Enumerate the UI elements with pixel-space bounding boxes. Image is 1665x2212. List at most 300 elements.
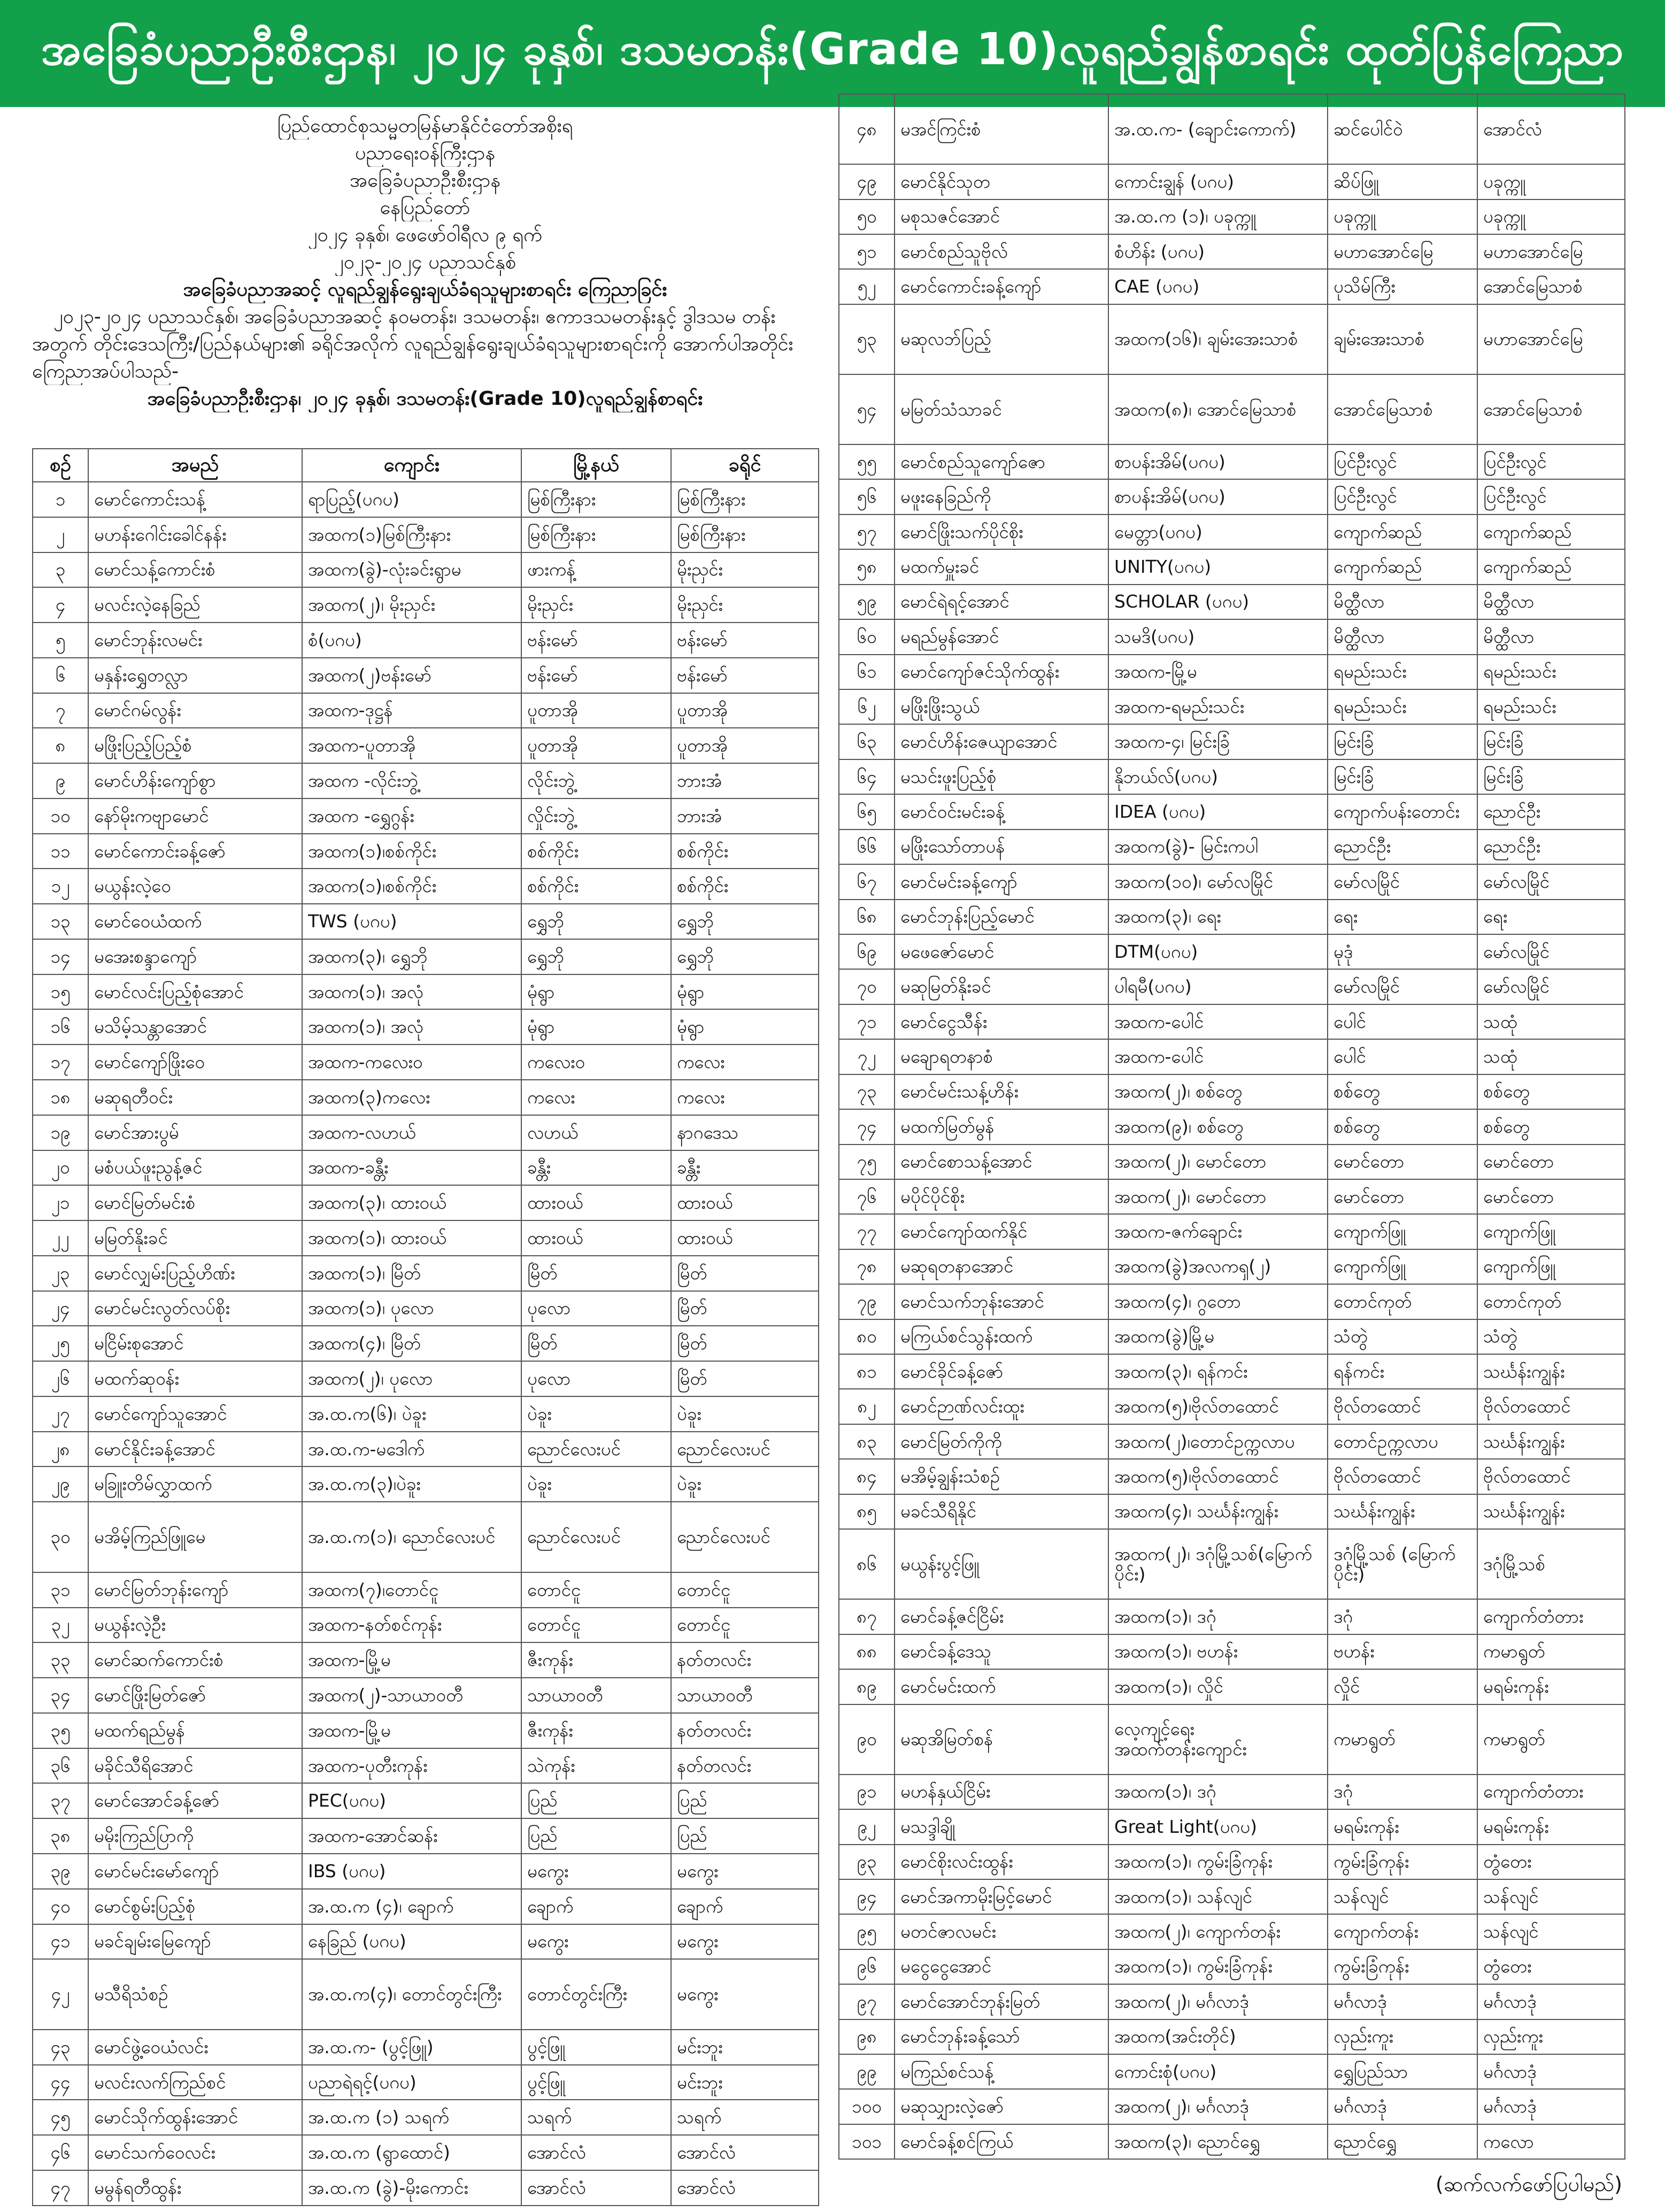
district-name: မောင်တော bbox=[1477, 1145, 1625, 1179]
township-name: ရွှေဘို bbox=[521, 904, 671, 939]
district-name: စစ်တွေ bbox=[1477, 1109, 1625, 1144]
school-name: အထက(၃)၊ ရေး bbox=[1108, 900, 1328, 934]
row-number: ၄၀ bbox=[33, 1889, 88, 1924]
school-name: PEC(ပဂပ) bbox=[302, 1783, 521, 1818]
district-name: ကျောက်ဖြူ bbox=[1477, 1214, 1625, 1249]
table-row bbox=[839, 1879, 1625, 1914]
township-name: ပဲခူး bbox=[521, 1396, 671, 1432]
school-name: အထက(၂)၊ မင်္ဂလာဒုံ bbox=[1108, 1984, 1328, 2019]
table-row bbox=[33, 1748, 819, 1784]
row-number: ၄၅ bbox=[33, 2100, 88, 2135]
school-name: အထက-ပူတာအို bbox=[302, 728, 521, 763]
district-name: သင်္ဃန်းကျွန်း bbox=[1477, 1424, 1625, 1459]
district-name: မိုးညှင်း bbox=[671, 552, 819, 588]
student-name: မစုသဇင်အောင် bbox=[895, 199, 1108, 234]
township-name: မြစ်ကြီးနား bbox=[521, 482, 671, 517]
student-name: မောင်စောသန့်အောင် bbox=[895, 1145, 1108, 1179]
school-name: အထက(၁)၊ ပုလော bbox=[302, 1291, 521, 1326]
student-name: မအင်ကြင်းစံ bbox=[895, 94, 1108, 164]
school-name: အထက(၄)၊ ဂွတော bbox=[1108, 1284, 1328, 1319]
township-name: ကျောက်ဖြူ bbox=[1328, 1214, 1477, 1249]
township-name: ပုသိမ်ကြီး bbox=[1328, 269, 1477, 304]
district-name: ရမည်းသင်း bbox=[1477, 655, 1625, 689]
student-name: မောင်ကျော်ထက်နိုင် bbox=[895, 1214, 1108, 1249]
school-name: အ.ထ.က(၆)၊ ပဲခူး bbox=[302, 1396, 521, 1432]
table-row bbox=[33, 1466, 819, 1502]
school-name: အထက(၅)၊ဗိုလ်တထောင် bbox=[1108, 1389, 1328, 1424]
township-name: ပေါင် bbox=[1328, 1039, 1477, 1074]
student-name: မထက်မှူးခင် bbox=[895, 549, 1108, 584]
student-name: မောင်မင်းလွတ်လပ်စိုး bbox=[88, 1291, 302, 1326]
student-name: မထက်ဆုဝန်း bbox=[88, 1361, 302, 1396]
district-name: မကွေး bbox=[671, 1854, 819, 1889]
district-name: မောင်တော bbox=[1477, 1179, 1625, 1214]
school-name: အထက(၁)၊ သန်လျင် bbox=[1108, 1879, 1328, 1914]
student-name: မတင်ဇာလမင်း bbox=[895, 1914, 1108, 1949]
row-number: ၇၆ bbox=[839, 1179, 895, 1214]
township-name: ကျောက်တန်း bbox=[1328, 1914, 1477, 1949]
township-name: တောင်ငူ bbox=[521, 1572, 671, 1608]
table-row bbox=[33, 1009, 819, 1044]
township-name: ဗဟန်း bbox=[1328, 1634, 1477, 1669]
district-name: ပြည် bbox=[671, 1783, 819, 1818]
township-name: လိုင်းဘွဲ့ bbox=[521, 763, 671, 798]
district-name: ချောက် bbox=[671, 1889, 819, 1924]
row-number: ၃၃ bbox=[33, 1642, 88, 1678]
district-name: ကျောက်တံတား bbox=[1477, 1775, 1625, 1809]
student-name: မောင်မင်းမော်ကျော် bbox=[88, 1854, 302, 1889]
right-table-body bbox=[839, 94, 1625, 2159]
district-name: လှည်းကူး bbox=[1477, 2019, 1625, 2054]
school-name: အ.ထ.က-မဒေါက် bbox=[302, 1432, 521, 1467]
district-name: မင်္ဂလာဒုံ bbox=[1477, 1984, 1625, 2019]
student-name: မောင်ဉာဏ်လင်းထူး bbox=[895, 1389, 1108, 1424]
school-name: အထက-ဇက်ချောင်း bbox=[1108, 1214, 1328, 1249]
intro-government: ပြည်ထောင်စုသမ္မတမြန်မာနိုင်ငံတော်အစိုးရ bbox=[277, 115, 573, 137]
table-row bbox=[839, 619, 1625, 654]
township-name: ကမာရွတ် bbox=[1328, 1704, 1477, 1775]
township-name: ချောက် bbox=[521, 1889, 671, 1924]
row-number: ၇၁ bbox=[839, 1004, 895, 1039]
intro-department: အခြေခံပညာဦးစီးဌာန bbox=[350, 170, 500, 191]
student-name: မမိုးကြည်ပြာကို bbox=[88, 1818, 302, 1854]
township-name: မင်္ဂလာဒုံ bbox=[1328, 1984, 1477, 2019]
table-row bbox=[33, 2100, 819, 2135]
district-name: စစ်ကိုင်း bbox=[671, 834, 819, 869]
school-name: အထက(၁)၊ ထားဝယ် bbox=[302, 1220, 521, 1256]
intro-heading: အခြေခံပညာအဆင့် လူရည်ချွန်ရွေးချယ်ခံရသူများစာရင်း ကြေညာခြင်း bbox=[183, 279, 667, 301]
township-name: ပူတာအို bbox=[521, 728, 671, 763]
township-name: သာယာဝတီ bbox=[521, 1678, 671, 1713]
district-name: မကွေး bbox=[671, 1959, 819, 2030]
student-name: မောင်မြတ်ဘုန်းကျော် bbox=[88, 1572, 302, 1608]
township-name: မရမ်းကုန်း bbox=[1328, 1809, 1477, 1844]
row-number: ၃ bbox=[33, 552, 88, 588]
row-number: ၅၇ bbox=[839, 514, 895, 549]
township-name: ပြင်ဦးလွင် bbox=[1328, 479, 1477, 514]
school-name: အ.ထ.က- (ချောင်းကောက်) bbox=[1108, 94, 1328, 164]
school-name: CAE (ပဂပ) bbox=[1108, 269, 1328, 304]
district-name: မုံရွာ bbox=[671, 1009, 819, 1044]
district-name: စစ်တွေ bbox=[1477, 1074, 1625, 1109]
township-name: ကျောက်ပန်းတောင်း bbox=[1328, 794, 1477, 829]
school-name: နေခြည် (ပဂပ) bbox=[302, 1924, 521, 1960]
table-row bbox=[33, 1854, 819, 1889]
district-name: နတ်တလင်း bbox=[671, 1642, 819, 1678]
school-name: အထက-၄၊ မြင်းခြံ bbox=[1108, 724, 1328, 759]
table-row bbox=[33, 2030, 819, 2065]
township-name: ဒဂုံ bbox=[1328, 1599, 1477, 1634]
student-name: မယွန်းလဲ့ဦး bbox=[88, 1608, 302, 1643]
school-name: အ.ထ.က (၁)၊ ပခုက္ကူ bbox=[1108, 199, 1328, 234]
row-number: ၂၀ bbox=[33, 1150, 88, 1186]
township-name: ပခုက္ကူ bbox=[1328, 199, 1477, 234]
school-name: IBS (ပဂပ) bbox=[302, 1854, 521, 1889]
district-name: ပြင်ဦးလွင် bbox=[1477, 479, 1625, 514]
table-row bbox=[839, 1599, 1625, 1634]
student-name: မောင်ကောင်းသန့် bbox=[88, 482, 302, 517]
row-number: ၈၅ bbox=[839, 1494, 895, 1529]
table-row bbox=[839, 794, 1625, 829]
township-name: မြိတ် bbox=[521, 1326, 671, 1361]
township-name: မဟာအောင်မြေ bbox=[1328, 234, 1477, 269]
student-name: မသီရိသံစဉ် bbox=[88, 1959, 302, 2030]
student-name: မောင်မင်းခန့်ကျော် bbox=[895, 864, 1108, 899]
row-number: ၁၇ bbox=[33, 1044, 88, 1080]
school-name: စာပန်းအိမ်(ပဂပ) bbox=[1108, 444, 1328, 479]
row-number: ၄၃ bbox=[33, 2030, 88, 2065]
row-number: ၆၆ bbox=[839, 830, 895, 864]
row-number: ၈၉ bbox=[839, 1669, 895, 1704]
student-name: မထက်မြတ်မွန် bbox=[895, 1109, 1108, 1144]
table-row bbox=[33, 1432, 819, 1467]
table-row bbox=[839, 304, 1625, 374]
district-name: မဟာအောင်မြေ bbox=[1477, 304, 1625, 374]
student-name: မောင်ဘုန်းလမင်း bbox=[88, 623, 302, 658]
row-number: ၁၃ bbox=[33, 904, 88, 939]
table-row bbox=[839, 1319, 1625, 1354]
school-name: အထက(၁၆)၊ ချမ်းအေးသာစံ bbox=[1108, 304, 1328, 374]
table-row bbox=[33, 517, 819, 552]
township-name: ချမ်းအေးသာစံ bbox=[1328, 304, 1477, 374]
district-name: မကွေး bbox=[671, 1924, 819, 1960]
row-number: ၃၉ bbox=[33, 1854, 88, 1889]
table-row bbox=[33, 587, 819, 623]
township-name: မုံရွာ bbox=[521, 974, 671, 1010]
intro-para-line3: အောက်ပါအတိုင်းကြေညာအပ်ပါသည်- bbox=[32, 333, 793, 382]
school-name: အထက(၁)၊ အလုံ bbox=[302, 974, 521, 1010]
honors-table-right bbox=[838, 94, 1625, 2160]
table-row bbox=[33, 1291, 819, 1326]
student-name: မောင်ဝေယံထက် bbox=[88, 904, 302, 939]
district-name: မရမ်းကုန်း bbox=[1477, 1809, 1625, 1844]
row-number: ၁၆ bbox=[33, 1009, 88, 1044]
student-name: မယွန်းပွင့်ဖြူ bbox=[895, 1529, 1108, 1599]
intro-date: ၂၀၂၄ ခုနှစ်၊ ဖေဖော်ဝါရီလ ၉ ရက် bbox=[307, 224, 543, 246]
township-name: သရက် bbox=[521, 2100, 671, 2135]
district-name: ပဲခူး bbox=[671, 1466, 819, 1502]
district-name: ပဲခူး bbox=[671, 1396, 819, 1432]
district-name: ရွှေဘို bbox=[671, 904, 819, 939]
township-name: ဒဂုံမြို့သစ် (မြောက်ပိုင်း) bbox=[1328, 1529, 1477, 1599]
township-name: မောင်တော bbox=[1328, 1179, 1477, 1214]
student-name: မောင်အားပွမ် bbox=[88, 1115, 302, 1150]
township-name: မော်လမြိုင် bbox=[1328, 864, 1477, 899]
district-name: သန်လျင် bbox=[1477, 1914, 1625, 1949]
announcement-intro bbox=[32, 112, 818, 444]
row-number: ၂၅ bbox=[33, 1326, 88, 1361]
table-row bbox=[33, 1185, 819, 1220]
table-row bbox=[33, 728, 819, 763]
school-name: TWS (ပဂပ) bbox=[302, 904, 521, 939]
district-name: မင်္ဂလာဒုံ bbox=[1477, 2054, 1625, 2089]
school-name: အထက(၂)၊ မောင်တော bbox=[1108, 1179, 1328, 1214]
row-number: ၇၄ bbox=[839, 1109, 895, 1144]
school-name: အထက(၁)၊ မြိတ် bbox=[302, 1256, 521, 1291]
row-number: ၇ bbox=[33, 693, 88, 728]
row-number: ၁၅ bbox=[33, 974, 88, 1010]
school-name: အထက(၂)၊ စစ်တွေ bbox=[1108, 1074, 1328, 1109]
student-name: မသဒ္ဒါချို bbox=[895, 1809, 1108, 1844]
township-name: မုံရွာ bbox=[521, 1009, 671, 1044]
school-name: အထက-မြို့မ bbox=[302, 1713, 521, 1748]
table-row bbox=[839, 1494, 1625, 1529]
township-name: ပုလော bbox=[521, 1291, 671, 1326]
school-name: အထက(၃)၊ ရန်ကင်း bbox=[1108, 1354, 1328, 1389]
intro-academic-year: ၂၀၂၃-၂၀၂၄ ပညာသင်နှစ် bbox=[334, 251, 516, 273]
student-name: မောင်ကျော်ဖြိုးဝေ bbox=[88, 1044, 302, 1080]
school-name: အထက-လဟယ် bbox=[302, 1115, 521, 1150]
table-row bbox=[839, 374, 1625, 444]
school-name: အထက(၉)၊ စစ်တွေ bbox=[1108, 1109, 1328, 1144]
district-name: မိတ္ထီလာ bbox=[1477, 585, 1625, 619]
row-number: ၄ bbox=[33, 587, 88, 623]
township-name: ကလေးဝ bbox=[521, 1044, 671, 1080]
school-name: IDEA (ပဂပ) bbox=[1108, 794, 1328, 829]
table-row bbox=[839, 1845, 1625, 1879]
school-name: အထက(ခွဲ)-လုံးခင်းရွာမ bbox=[302, 552, 521, 588]
school-name: အထက(၄)၊ မြိတ် bbox=[302, 1326, 521, 1361]
row-number: ၈၃ bbox=[839, 1424, 895, 1459]
township-name: ဗိုလ်တထောင် bbox=[1328, 1389, 1477, 1424]
district-name: ညောင်လေးပင် bbox=[671, 1502, 819, 1572]
school-name: အ.ထ.က(၄)၊ တောင်တွင်းကြီး bbox=[302, 1959, 521, 2030]
township-name: လှည်းကူး bbox=[1328, 2019, 1477, 2054]
row-number: ၂၂ bbox=[33, 1220, 88, 1256]
district-name: သရက် bbox=[671, 2100, 819, 2135]
district-name: သင်္ဃန်းကျွန်း bbox=[1477, 1494, 1625, 1529]
school-name: အထက(၂)၊ မိုးညှင်း bbox=[302, 587, 521, 623]
township-name: ဗိုလ်တထောင် bbox=[1328, 1459, 1477, 1494]
table-row bbox=[839, 1039, 1625, 1074]
table-row bbox=[839, 2054, 1625, 2089]
continued-note: (ဆက်လက်ဖော်ပြပါမည်) bbox=[1435, 2172, 1622, 2196]
student-name: မောင်နိုင်းခန့်အောင် bbox=[88, 1432, 302, 1467]
township-name: မြိတ် bbox=[521, 1256, 671, 1291]
row-number: ၁၀ bbox=[33, 798, 88, 834]
school-name: အထက-ကလေးဝ bbox=[302, 1044, 521, 1080]
table-row bbox=[839, 514, 1625, 549]
student-name: မဆုလဘ်ပြည့် bbox=[895, 304, 1108, 374]
table-row bbox=[839, 94, 1625, 164]
district-name: ကျောက်ဆည် bbox=[1477, 549, 1625, 584]
school-name: အထက-အောင်ဆန်း bbox=[302, 1818, 521, 1854]
row-number: ၂၃ bbox=[33, 1256, 88, 1291]
table-row bbox=[839, 864, 1625, 899]
school-name: ပညာရဲရင့်(ပဂပ) bbox=[302, 2065, 521, 2100]
school-name: အထက(၁)၊ ဗဟန်း bbox=[1108, 1634, 1328, 1669]
school-name: အထက(၁၀)၊ မော်လမြိုင် bbox=[1108, 864, 1328, 899]
district-name: သန်လျင် bbox=[1477, 1879, 1625, 1914]
table-row bbox=[839, 269, 1625, 304]
table-row bbox=[839, 830, 1625, 864]
student-name: မောင်ငွေသီန်း bbox=[895, 1004, 1108, 1039]
student-name: မောင်ကောင်းခန့်ဇော် bbox=[88, 834, 302, 869]
page-banner-title: အခြေခံပညာဦးစီးဌာန၊ ၂၀၂၄ ခုနှစ်၊ ဒသမတန်း(Grade 10)လူရည်ချွန်စာရင်း ထုတ်ပြန်ကြေညာ bbox=[0, 0, 1665, 107]
student-name: မဖြိုးသော်တာပန် bbox=[895, 830, 1108, 864]
district-name: ညောင်ဦး bbox=[1477, 830, 1625, 864]
intro-para-line2: တန်းအတွက် တိုင်းဒေသကြီး/ပြည်နယ်များ၏ ခရိုင်အလိုက် လူရည်ချွန်ရွေးချယ်ခံရသူများစာရင်းကို bbox=[32, 306, 776, 355]
row-number: ၅၉ bbox=[839, 585, 895, 619]
row-number: ၉၀ bbox=[839, 1704, 895, 1775]
student-name: မချောရတနာစံ bbox=[895, 1039, 1108, 1074]
student-name: မောင်အောင်ခန့်ဇော် bbox=[88, 1783, 302, 1818]
row-number: ၃၂ bbox=[33, 1608, 88, 1643]
district-name: ထားဝယ် bbox=[671, 1185, 819, 1220]
student-name: မောင်ကောင်းခန့်ကျော် bbox=[895, 269, 1108, 304]
district-name: ရမည်းသင်း bbox=[1477, 689, 1625, 724]
district-name: မြိတ် bbox=[671, 1291, 819, 1326]
table-row bbox=[33, 1889, 819, 1924]
student-name: မောင်မြတ်မင်းစံ bbox=[88, 1185, 302, 1220]
student-name: မောင်ခိုင်ခန့်ဇော် bbox=[895, 1354, 1108, 1389]
student-name: မနှန်းရွှေတလ္လာ bbox=[88, 658, 302, 693]
district-name: တောင်ငူ bbox=[671, 1572, 819, 1608]
row-number: ၉၇ bbox=[839, 1984, 895, 2019]
student-name: မောင်မင်းသန့်ဟိန်း bbox=[895, 1074, 1108, 1109]
township-name: ရွှေပြည်သာ bbox=[1328, 2054, 1477, 2089]
header-name: အမည် bbox=[88, 449, 302, 482]
row-number: ၂၄ bbox=[33, 1291, 88, 1326]
row-number: ၉ bbox=[33, 763, 88, 798]
district-name: အောင်လံ bbox=[671, 2135, 819, 2170]
school-name: အထက(၁)၊ အလုံ bbox=[302, 1009, 521, 1044]
student-name: မောင်ဖြိုးမြတ်ဇော် bbox=[88, 1678, 302, 1713]
table-row bbox=[33, 482, 819, 517]
township-name: မိုးညှင်း bbox=[521, 587, 671, 623]
row-number: ၅၁ bbox=[839, 234, 895, 269]
district-name: မိုးညှင်း bbox=[671, 587, 819, 623]
row-number: ၅ bbox=[33, 623, 88, 658]
student-name: မခိုင်သီရိအောင် bbox=[88, 1748, 302, 1784]
township-name: ကွမ်းခြံကုန်း bbox=[1328, 1845, 1477, 1879]
table-row bbox=[33, 939, 819, 974]
header-no: စဉ် bbox=[33, 449, 88, 482]
row-number: ၄၆ bbox=[33, 2135, 88, 2170]
school-name: အထက(၂)၊ ဒဂုံမြို့သစ်(မြောက်ပိုင်း) bbox=[1108, 1529, 1328, 1599]
township-name: ရေး bbox=[1328, 900, 1477, 934]
township-name: မကွေး bbox=[521, 1924, 671, 1960]
township-name: ဗန်းမော် bbox=[521, 658, 671, 693]
school-name: အထက(၂)၊ မောင်တော bbox=[1108, 1145, 1328, 1179]
student-name: မောင်ခန့်ဒေသူ bbox=[895, 1634, 1108, 1669]
township-name: ဆိပ်ဖြူ bbox=[1328, 164, 1477, 199]
school-name: စံဟိန်း (ပဂပ) bbox=[1108, 234, 1328, 269]
table-row bbox=[33, 693, 819, 728]
district-name: တွံတေး bbox=[1477, 1845, 1625, 1879]
township-name: ဇီးကုန်း bbox=[521, 1713, 671, 1748]
school-name: အထက(ခွဲ)မြို့မ bbox=[1108, 1319, 1328, 1354]
row-number: ၁၀၁ bbox=[839, 2124, 895, 2159]
school-name: အ.ထ.က(၁)၊ ညောင်လေးပင် bbox=[302, 1502, 521, 1572]
table-row bbox=[839, 934, 1625, 969]
student-name: မဆုရတီဝင်း bbox=[88, 1080, 302, 1115]
row-number: ၆၃ bbox=[839, 724, 895, 759]
district-name: မော်လမြိုင် bbox=[1477, 934, 1625, 969]
row-number: ၉၂ bbox=[839, 1809, 895, 1844]
district-name: မင်းဘူး bbox=[671, 2065, 819, 2100]
township-name: မြစ်ကြီးနား bbox=[521, 517, 671, 552]
school-name: အထက(၁)၊ ကွမ်းခြံကုန်း bbox=[1108, 1949, 1328, 1984]
table-row bbox=[33, 623, 819, 658]
school-name: Great Light(ပဂပ) bbox=[1108, 1809, 1328, 1844]
table-row bbox=[839, 1214, 1625, 1249]
district-name: အောင်လံ bbox=[671, 2170, 819, 2206]
district-name: ခန္တီး bbox=[671, 1150, 819, 1186]
table-row bbox=[33, 1396, 819, 1432]
township-name: ကလေး bbox=[521, 1080, 671, 1115]
table-row bbox=[33, 1959, 819, 2030]
row-number: ၁၁ bbox=[33, 834, 88, 869]
district-name: စစ်ကိုင်း bbox=[671, 869, 819, 904]
school-name: အထက(၁)၊ လှိုင် bbox=[1108, 1669, 1328, 1704]
school-name: ကောင်းစုံ(ပဂပ) bbox=[1108, 2054, 1328, 2089]
student-name: မအိမ့်ချွန်းသံစဉ် bbox=[895, 1459, 1108, 1494]
township-name: ပွင့်ဖြူ bbox=[521, 2030, 671, 2065]
township-name: သဲကုန်း bbox=[521, 1748, 671, 1784]
student-name: မဖေဇော်မောင် bbox=[895, 934, 1108, 969]
student-name: မကြယ်စင်သွန်းထက် bbox=[895, 1319, 1108, 1354]
school-name: အထက-မြို့မ bbox=[1108, 655, 1328, 689]
school-name: အထက(၂)ဗန်းမော် bbox=[302, 658, 521, 693]
student-name: မဖြိုးဖြိုးသွယ် bbox=[895, 689, 1108, 724]
student-name: မောင်ဘုန်းခန့်သော် bbox=[895, 2019, 1108, 2054]
row-number: ၈၆ bbox=[839, 1529, 895, 1599]
student-name: မယွန်းလဲ့ဝေ bbox=[88, 869, 302, 904]
student-name: မောင်ရဲရင့်အောင် bbox=[895, 585, 1108, 619]
school-name: အထက-ပေါင် bbox=[1108, 1039, 1328, 1074]
student-name: မဟန်းဂေါင်းခေါင်နန်း bbox=[88, 517, 302, 552]
township-name: မိတ္ထီလာ bbox=[1328, 619, 1477, 654]
row-number: ၉၆ bbox=[839, 1949, 895, 1984]
township-name: ကွမ်းခြံကုန်း bbox=[1328, 1949, 1477, 1984]
table-row bbox=[839, 1145, 1625, 1179]
table-row bbox=[33, 763, 819, 798]
intro-ministry: ပညာရေးဝန်ကြီးဌာန bbox=[354, 142, 496, 164]
school-name: အထက(၁)၊ ကွမ်းခြံကုန်း bbox=[1108, 1845, 1328, 1879]
district-name: ညောင်ဦး bbox=[1477, 794, 1625, 829]
row-number: ၂၈ bbox=[33, 1432, 88, 1467]
student-name: မလင်းလက်ကြည်စင် bbox=[88, 2065, 302, 2100]
school-name: အထက-မြို့မ bbox=[302, 1642, 521, 1678]
township-name: ကျောက်ဖြူ bbox=[1328, 1249, 1477, 1284]
table-row bbox=[839, 234, 1625, 269]
table-row bbox=[33, 1150, 819, 1186]
header-school: ကျောင်း bbox=[302, 449, 521, 482]
school-name: အထက(၂)၊ ကျောက်တန်း bbox=[1108, 1914, 1328, 1949]
school-name: အထက-ပုတီးကုန်း bbox=[302, 1748, 521, 1784]
school-name: အထက(အင်းတိုင်) bbox=[1108, 2019, 1328, 2054]
